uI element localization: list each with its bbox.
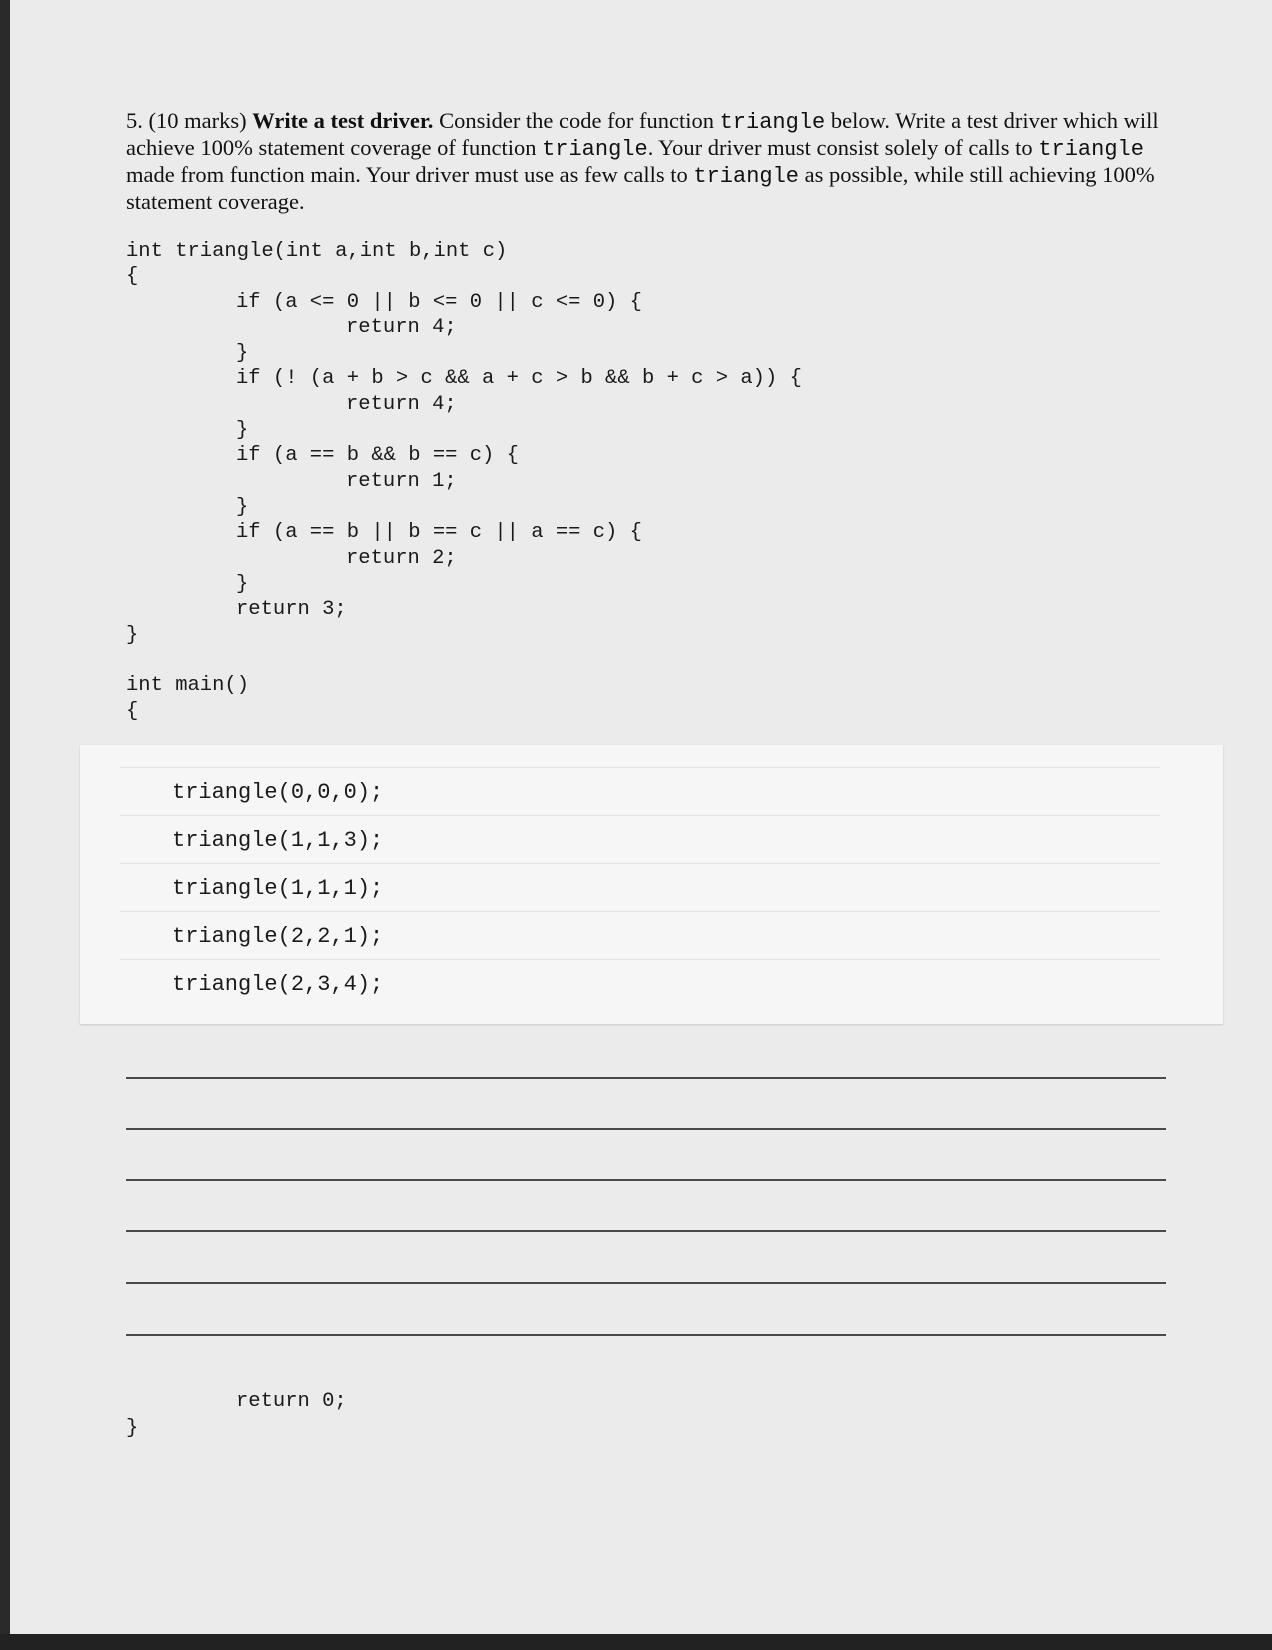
strip-line xyxy=(120,767,1160,768)
answer-line xyxy=(126,1230,1166,1232)
strip-line xyxy=(120,815,1160,816)
code-main-open-brace: { xyxy=(126,700,139,723)
answer-call-4: triangle(2,2,1); xyxy=(172,924,384,949)
answer-line xyxy=(126,1128,1166,1130)
code-return-3: return 1; xyxy=(346,470,457,493)
answer-paper-strip xyxy=(80,745,1223,1024)
code-close-2: } xyxy=(236,419,249,442)
code-open-brace: { xyxy=(126,265,139,288)
code-close-brace: } xyxy=(126,624,139,647)
code-cond-1: if (a <= 0 || b <= 0 || c <= 0) { xyxy=(236,291,642,314)
code-return-2: return 4; xyxy=(346,393,457,416)
code-close-3: } xyxy=(236,496,249,519)
question-number: 5. xyxy=(126,108,143,133)
answer-call-1: triangle(0,0,0); xyxy=(172,780,384,805)
answer-call-2: triangle(1,1,3); xyxy=(172,828,384,853)
strip-line xyxy=(120,911,1160,912)
question-text xyxy=(126,108,1186,214)
question-part-2: below. Write a test driver which will achieve 100% statement coverage of function xyxy=(126,108,1159,160)
answer-line xyxy=(126,1179,1166,1181)
code-cond-2: if (! (a + b > c && a + c > b && b + c > a)) { xyxy=(236,367,802,390)
code-close-1: } xyxy=(236,342,249,365)
function-name: triangle xyxy=(693,164,800,189)
function-name: triangle xyxy=(542,137,648,162)
answer-line xyxy=(126,1077,1166,1079)
function-name: triangle xyxy=(719,110,826,135)
code-return-4: return 2; xyxy=(346,547,457,570)
code-return-5: return 3; xyxy=(236,598,347,621)
strip-line xyxy=(120,863,1160,864)
answer-call-5: triangle(2,3,4); xyxy=(172,972,384,997)
question-marks: (10 marks) xyxy=(148,108,247,133)
exam-page xyxy=(10,0,1272,1634)
code-return-1: return 4; xyxy=(346,316,457,339)
question-heading: Write a test driver. xyxy=(252,108,434,133)
code-cond-3: if (a == b && b == c) { xyxy=(236,444,519,467)
question-part-3: . Your driver must consist solely of calls to xyxy=(647,135,1033,160)
code-main-return: return 0; xyxy=(236,1390,347,1413)
code-main-signature: int main() xyxy=(126,674,250,697)
code-cond-4: if (a == b || b == c || a == c) { xyxy=(236,521,642,544)
question-part-4: made from function main. Your driver must use as few calls to xyxy=(126,162,688,187)
question-part-1: Consider the code for function xyxy=(439,108,714,133)
question-part-5: as possible, while still achieving 100% statement coverage. xyxy=(126,162,1155,214)
code-main-close-brace: } xyxy=(126,1417,139,1440)
answer-call-3: triangle(1,1,1); xyxy=(172,876,384,901)
function-name: triangle xyxy=(1038,137,1144,162)
scan-left-edge xyxy=(0,0,10,1650)
answer-line xyxy=(126,1282,1166,1284)
code-close-4: } xyxy=(236,573,249,596)
scan-bottom-edge xyxy=(0,1634,1272,1650)
answer-line xyxy=(126,1334,1166,1336)
code-triangle-signature: int triangle(int a,int b,int c) xyxy=(126,240,508,263)
strip-line xyxy=(120,959,1160,960)
